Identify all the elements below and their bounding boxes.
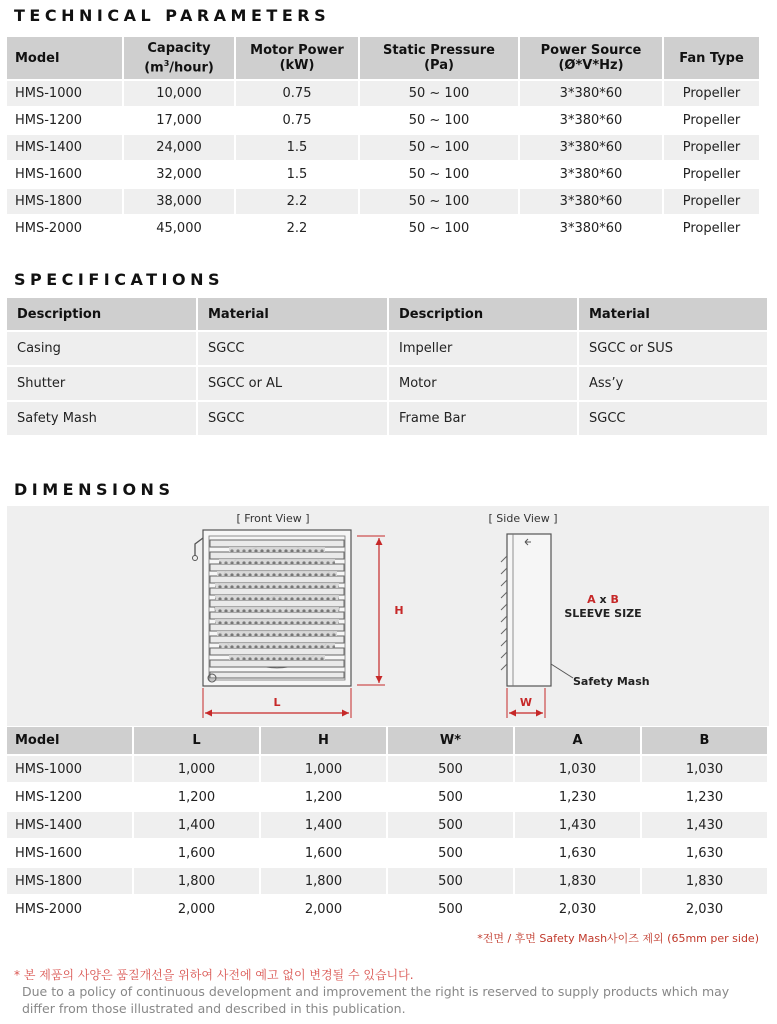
cell-model: HMS-1800	[7, 189, 124, 216]
cell-w: 500	[388, 784, 515, 812]
cell-h: 1,400	[261, 812, 388, 840]
cell-h: 2,000	[261, 896, 388, 924]
cell-l: 1,200	[134, 784, 261, 812]
table-row	[7, 812, 769, 840]
header-h: H	[261, 727, 388, 756]
cell-power: 3*380*60	[520, 189, 664, 216]
cell-motor: 2.2	[236, 216, 360, 243]
table-row	[7, 108, 761, 135]
cell-l: 1,400	[134, 812, 261, 840]
cell-w: 500	[388, 868, 515, 896]
cell-material: SGCC or AL	[198, 367, 389, 402]
dimension-h-label: H	[394, 604, 404, 617]
dimensions-diagram-panel	[7, 506, 769, 726]
dimensions-diagram	[7, 506, 769, 726]
header-description: Description	[7, 298, 198, 332]
table-row	[7, 162, 761, 189]
table-row	[7, 81, 761, 108]
cell-pressure: 50 ~ 100	[360, 135, 520, 162]
cell-h: 1,000	[261, 756, 388, 784]
table-row	[7, 402, 769, 437]
table-header-row	[7, 298, 769, 332]
header-a: A	[515, 727, 642, 756]
table-header-row	[7, 37, 761, 81]
table-row	[7, 868, 769, 896]
cell-l: 2,000	[134, 896, 261, 924]
cell-model: HMS-1400	[7, 812, 134, 840]
cell-material: SGCC	[198, 402, 389, 437]
header-w: W*	[388, 727, 515, 756]
cell-pressure: 50 ~ 100	[360, 189, 520, 216]
cell-b: 2,030	[642, 896, 769, 924]
cell-model: HMS-1000	[7, 81, 124, 108]
cell-b: 1,030	[642, 756, 769, 784]
header-fan-type: Fan Type	[664, 37, 761, 81]
header-static-pressure: Static Pressure (Pa)	[360, 37, 520, 81]
cell-model: HMS-1200	[7, 108, 124, 135]
cell-pressure: 50 ~ 100	[360, 162, 520, 189]
dimensions-footnote: *전면 / 후면 Safety Mash사이즈 제외 (65mm per side)	[477, 932, 759, 945]
header-capacity: Capacity $(m^3/hour)$	[124, 37, 236, 81]
cell-w: 500	[388, 896, 515, 924]
cell-fan: Propeller	[664, 81, 761, 108]
cell-a: 1,230	[515, 784, 642, 812]
cell-power: 3*380*60	[520, 135, 664, 162]
cell-capacity: 24,000	[124, 135, 236, 162]
cell-h: 1,600	[261, 840, 388, 868]
cell-l: 1,000	[134, 756, 261, 784]
cell-power: 3*380*60	[520, 162, 664, 189]
cell-l: 1,800	[134, 868, 261, 896]
sleeve-size-label: SLEEVE SIZE	[564, 607, 642, 620]
table-row	[7, 189, 761, 216]
cell-capacity: 32,000	[124, 162, 236, 189]
cell-power: 3*380*60	[520, 108, 664, 135]
cell-fan: Propeller	[664, 135, 761, 162]
cell-pressure: 50 ~ 100	[360, 81, 520, 108]
cell-material: SGCC	[579, 402, 769, 437]
cell-a: 1,430	[515, 812, 642, 840]
table-row	[7, 367, 769, 402]
cell-description: Motor	[389, 367, 579, 402]
cell-model: HMS-2000	[7, 216, 124, 243]
safety-mash-label: Safety Mash	[573, 675, 650, 688]
cell-power: 3*380*60	[520, 81, 664, 108]
cell-model: HMS-1600	[7, 162, 124, 189]
cell-h: 1,800	[261, 868, 388, 896]
header-b: B	[642, 727, 769, 756]
cell-model: HMS-1200	[7, 784, 134, 812]
cell-fan: Propeller	[664, 189, 761, 216]
cell-model: HMS-1800	[7, 868, 134, 896]
cell-fan: Propeller	[664, 108, 761, 135]
table-row	[7, 784, 769, 812]
cell-material: SGCC	[198, 332, 389, 367]
cell-w: 500	[388, 812, 515, 840]
dimension-w-label: W	[519, 696, 533, 709]
cell-capacity: 10,000	[124, 81, 236, 108]
table-row	[7, 135, 761, 162]
cell-motor: 1.5	[236, 135, 360, 162]
table-header-row	[7, 727, 769, 756]
header-model: Model	[7, 727, 134, 756]
specifications-title: SPECIFICATIONS	[14, 270, 225, 289]
cell-w: 500	[388, 756, 515, 784]
technical-parameters-title: TECHNICAL PARAMETERS	[14, 6, 331, 25]
korean-notice: * 본 제품의 사양은 품질개선을 위하여 사전에 예고 없이 변경될 수 있습니다.	[14, 968, 414, 982]
cell-a: 1,030	[515, 756, 642, 784]
cell-model: HMS-1400	[7, 135, 124, 162]
cell-description: Shutter	[7, 367, 198, 402]
table-row	[7, 840, 769, 868]
header-material: Material	[198, 298, 389, 332]
cell-motor: 0.75	[236, 108, 360, 135]
disclaimer-text: Due to a policy of continuous development and improvement the right is reserved to supply products which may differ from those illustrated and described in this publication.	[22, 984, 730, 1016]
front-view-drawing	[193, 530, 352, 686]
cell-b: 1,430	[642, 812, 769, 840]
cell-capacity: 45,000	[124, 216, 236, 243]
cell-b: 1,830	[642, 868, 769, 896]
cell-motor: 2.2	[236, 189, 360, 216]
cell-description: Frame Bar	[389, 402, 579, 437]
cell-capacity: 17,000	[124, 108, 236, 135]
cell-fan: Propeller	[664, 162, 761, 189]
side-view-label: [ Side View ]	[488, 512, 558, 525]
technical-parameters-table	[7, 37, 761, 243]
cell-h: 1,200	[261, 784, 388, 812]
cell-motor: 0.75	[236, 81, 360, 108]
cell-fan: Propeller	[664, 216, 761, 243]
table-row	[7, 756, 769, 784]
table-row	[7, 332, 769, 367]
cell-capacity: 38,000	[124, 189, 236, 216]
cell-a: 1,630	[515, 840, 642, 868]
cell-power: 3*380*60	[520, 216, 664, 243]
cell-description: Safety Mash	[7, 402, 198, 437]
dimensions-table	[7, 727, 769, 924]
cell-w: 500	[388, 840, 515, 868]
header-motor-power: Motor Power (kW)	[236, 37, 360, 81]
header-l: L	[134, 727, 261, 756]
cell-model: HMS-1000	[7, 756, 134, 784]
dimensions-title: DIMENSIONS	[14, 480, 175, 499]
cell-motor: 1.5	[236, 162, 360, 189]
cell-a: 2,030	[515, 896, 642, 924]
header-power-source: Power Source (Ø*V*Hz)	[520, 37, 664, 81]
dimension-l-label: L	[273, 696, 281, 709]
table-row	[7, 216, 761, 243]
cell-pressure: 50 ~ 100	[360, 216, 520, 243]
header-material: Material	[579, 298, 769, 332]
front-view-label: [ Front View ]	[236, 512, 310, 525]
table-row	[7, 896, 769, 924]
specifications-table	[7, 298, 769, 437]
cell-l: 1,600	[134, 840, 261, 868]
cell-description: Casing	[7, 332, 198, 367]
cell-model: HMS-2000	[7, 896, 134, 924]
cell-material: SGCC or SUS	[579, 332, 769, 367]
cell-pressure: 50 ~ 100	[360, 108, 520, 135]
header-description: Description	[389, 298, 579, 332]
side-view-drawing	[501, 534, 573, 686]
header-model: Model	[7, 37, 124, 81]
sleeve-ab-label: A x B	[587, 593, 619, 606]
cell-model: HMS-1600	[7, 840, 134, 868]
cell-description: Impeller	[389, 332, 579, 367]
cell-b: 1,230	[642, 784, 769, 812]
cell-a: 1,830	[515, 868, 642, 896]
cell-material: Ass’y	[579, 367, 769, 402]
cell-b: 1,630	[642, 840, 769, 868]
